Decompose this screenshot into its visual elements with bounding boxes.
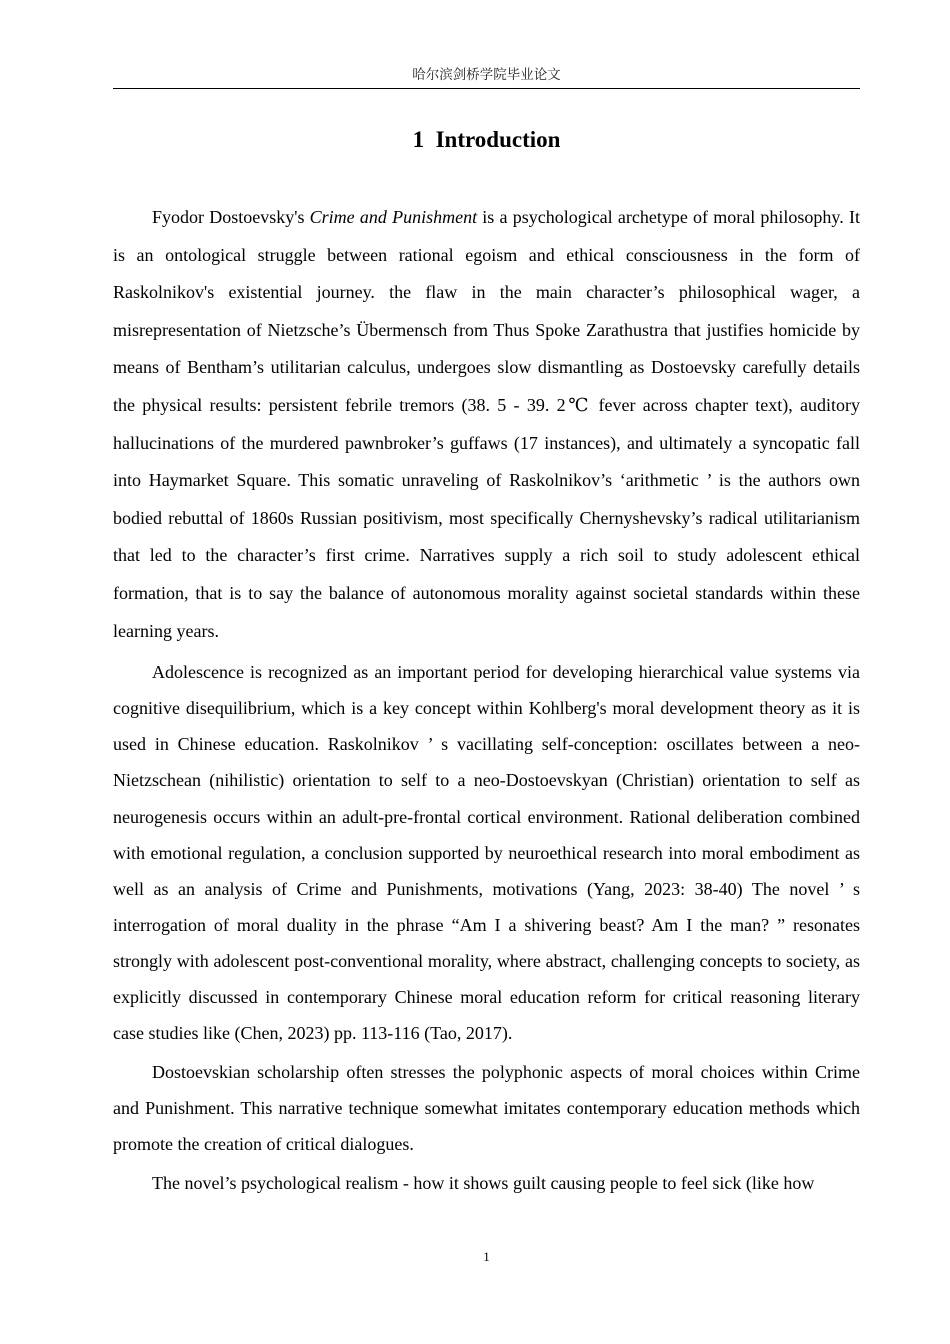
- paragraph-1-text: is a psychological archetype of moral philosophy. It is an ontological struggle between rational egoism and ethical consciousness in the form of Raskolnikov's existential journey. the flaw in the main character’s philosophical wager, a misrepresentation of Nietzsche’s Übermensch from Thus Spoke Zarathustra that justifies homicide by means of Bentham’s utilitarian calculus, undergoes slow dismantling as Dostoevsky carefully details the physical results: persistent febrile tremors (38. 5 - 39. 2℃ fever across chapter text), auditory hallucinations of the murdered pawnbroker’s guffaws (17 instances), and ultimately a syncopatic fall into Haymarket Square. This somatic unraveling of Raskolnikov’s ‘arithmetic ’ is the authors own bodied rebuttal of 1860s Russian positivism, most specifically Chernyshevsky’s radical utilitarianism that led to the character’s first crime. Narratives supply a rich soil to study adolescent ethical formation, that is to say the balance of autonomous morality against societal standards within these learning years.: [113, 207, 860, 641]
- paragraph-4: The novel’s psychological realism - how it shows guilt causing people to feel sick (like how: [152, 1173, 815, 1194]
- book-title-italic: Crime and Punishment: [309, 207, 478, 227]
- paragraph-3: Dostoevskian scholarship often stresses the polyphonic aspects of moral choices within Crime and Punishment. This narrative technique somewhat imitates contemporary education methods which promote the creation of critical dialogues.: [113, 1062, 860, 1155]
- paragraph-2: Adolescence is recognized as an important period for developing hierarchical value systems via cognitive disequilibrium, which is a key concept within Kohlberg's moral development theory as it is used in Chinese education. Raskolnikov ’ s vacillating self-conception: oscillates between a neo-Nietzschean (nihilistic) orientation to self to a neo-Dostoevskyan (Christian) orientation to self as neurogenesis occurs within an adult-pre-frontal cortical environment. Rational deliberation combined with emotional regulation, a conclusion supported by neuroethical research into moral embodiment as well as an analysis of Crime and Punishments, motivations (Yang, 2023: 38-40) The novel ’ s interrogation of moral duality in the phrase “Am I a shivering beast? Am I the man? ” resonates strongly with adolescent post-conventional morality, where abstract, challenging concepts to society, as explicitly discussed in contemporary Chinese moral education reform for critical reasoning literary case studies like (Chen, 2023) pp. 113-116 (Tao, 2017).: [113, 662, 860, 1044]
- running-header: 哈尔滨剑桥学院毕业论文: [412, 67, 561, 82]
- body-text: [113, 199, 860, 1202]
- chapter-title: 1 Introduction: [412, 127, 561, 152]
- paragraph-1: [113, 199, 860, 650]
- header-rule: [113, 88, 860, 89]
- page-number: 1: [483, 1249, 490, 1264]
- paragraph-1-lead: Fyodor Dostoevsky's: [152, 207, 310, 227]
